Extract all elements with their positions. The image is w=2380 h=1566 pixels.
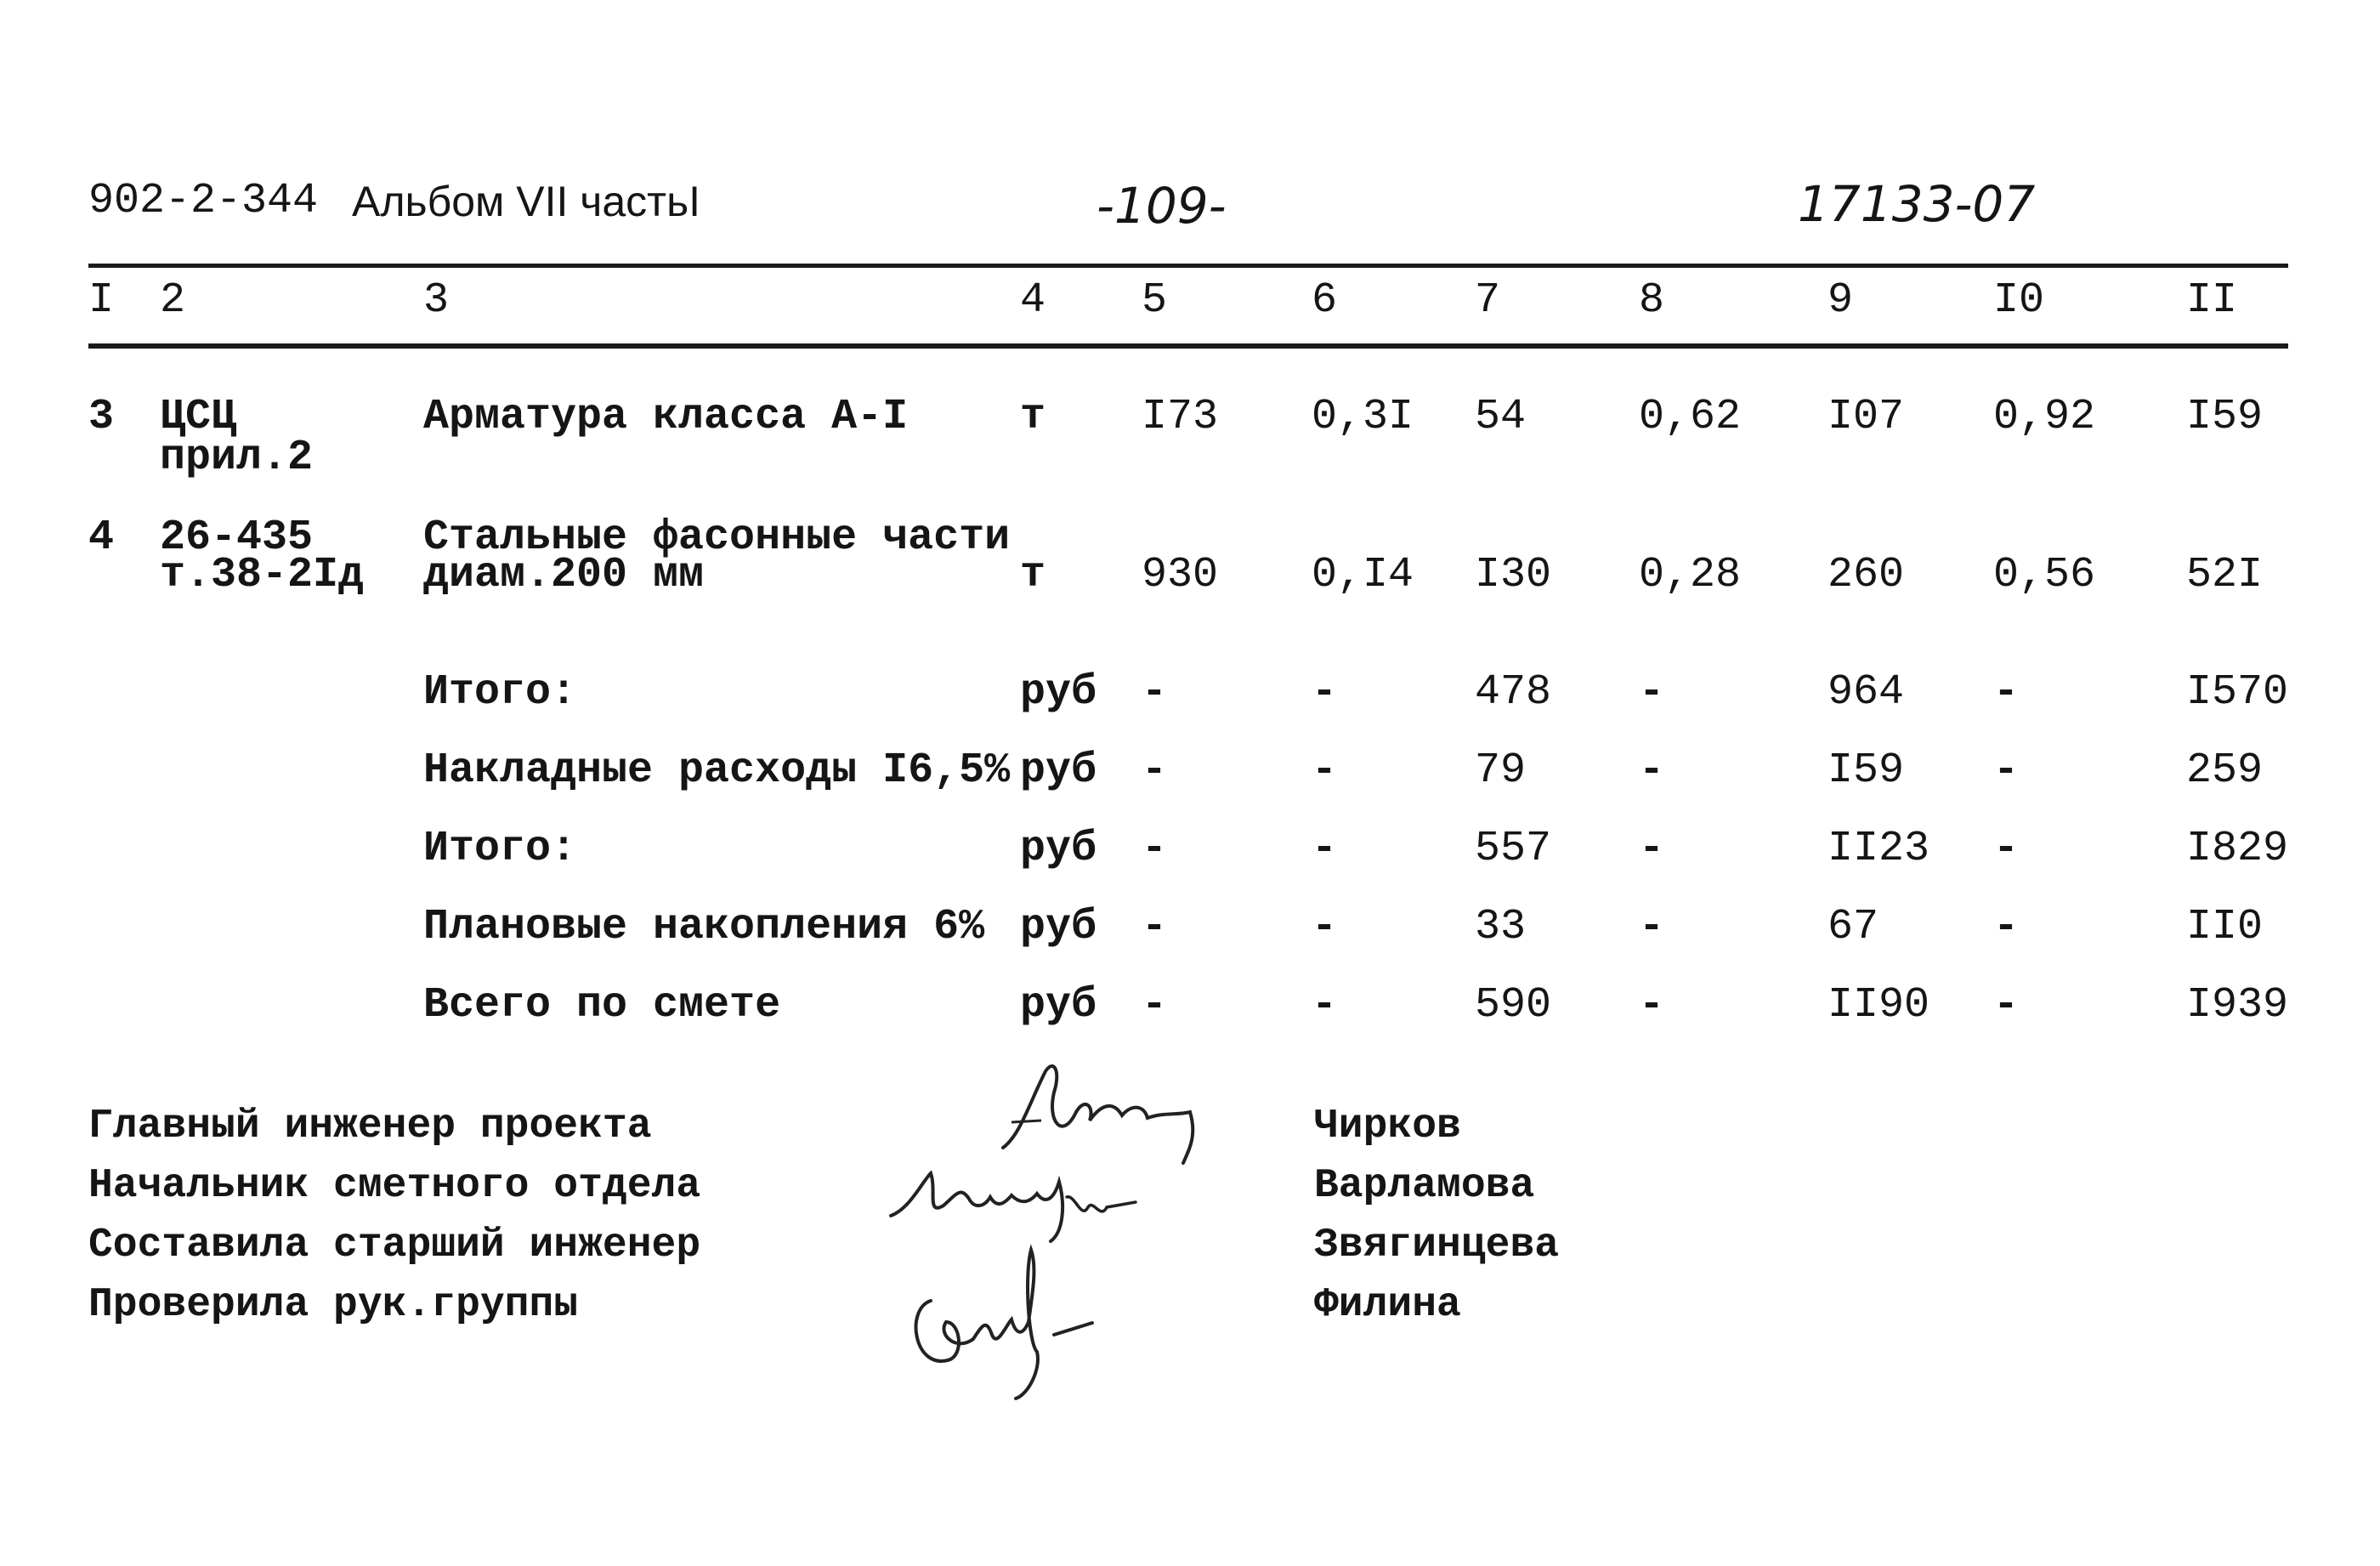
totals-cell-5: - [1142, 981, 1168, 1030]
totals-cell-10: - [1993, 903, 2020, 951]
header-bottom-rule [88, 343, 2288, 349]
col-header-4: 4 [1020, 276, 1046, 325]
top-rule [88, 264, 2288, 268]
row-name-line: Арматура класса А-I [423, 393, 909, 441]
row-cell-6: 0,I4 [1312, 551, 1414, 599]
row-cell-9: 260 [1828, 551, 1905, 599]
signature-role: Главный инженер проекта [88, 1104, 652, 1149]
row-cell-11: 52I [2186, 551, 2264, 599]
row-cell-7: 54 [1475, 393, 1527, 441]
row-cell-7: I30 [1475, 551, 1552, 599]
row-cell-10: 0,56 [1993, 551, 2096, 599]
signature-role: Начальник сметного отдела [88, 1163, 701, 1209]
totals-cell-11: I939 [2186, 981, 2289, 1030]
row-code-line: т.38-2Iд [160, 551, 365, 599]
totals-cell-7: 79 [1475, 746, 1527, 795]
totals-cell-8: - [1639, 903, 1665, 951]
row-cell-10: 0,92 [1993, 393, 2096, 441]
signature-name: Филина [1314, 1282, 1461, 1328]
totals-cell-5: - [1142, 746, 1168, 795]
totals-cell-6: - [1312, 825, 1338, 873]
signature-name: Чирков [1314, 1104, 1461, 1149]
row-unit: т [1020, 551, 1046, 599]
row-cell-11: I59 [2186, 393, 2264, 441]
totals-cell-9: II90 [1828, 981, 1930, 1030]
totals-cell-8: - [1639, 981, 1665, 1030]
totals-cell-8: - [1639, 668, 1665, 717]
album-code: 902-2-344 [88, 177, 319, 225]
totals-label: Накладные расходы I6,5% [423, 746, 1011, 795]
handwritten-signature-1 [994, 1054, 1232, 1165]
totals-label: Итого: [423, 668, 577, 717]
totals-cell-10: - [1993, 668, 2020, 717]
col-header-10: I0 [1993, 276, 2045, 325]
totals-cell-5: - [1142, 668, 1168, 717]
col-header-2: 2 [160, 276, 186, 325]
page-number: -109- [1096, 177, 1227, 235]
totals-cell-7: 33 [1475, 903, 1527, 951]
totals-unit: руб [1020, 981, 1097, 1030]
totals-cell-11: 259 [2186, 746, 2264, 795]
totals-label: Итого: [423, 825, 577, 873]
row-code-line: ЦСЦ [160, 393, 237, 441]
handwritten-signature-2 [884, 1156, 1139, 1250]
totals-cell-9: 964 [1828, 668, 1905, 717]
col-header-6: 6 [1312, 276, 1338, 325]
totals-cell-10: - [1993, 825, 2020, 873]
totals-cell-6: - [1312, 746, 1338, 795]
totals-cell-8: - [1639, 746, 1665, 795]
col-header-8: 8 [1639, 276, 1665, 325]
handwritten-signature-3 [897, 1241, 1118, 1403]
totals-cell-10: - [1993, 981, 2020, 1030]
album-title: Альбом VII частьI [352, 178, 701, 225]
signature-name: Варламова [1314, 1163, 1535, 1209]
totals-cell-5: - [1142, 825, 1168, 873]
row-cell-5: 930 [1142, 551, 1219, 599]
row-cell-8: 0,28 [1639, 551, 1742, 599]
row-cell-5: I73 [1142, 393, 1219, 441]
totals-cell-6: - [1312, 903, 1338, 951]
col-header-7: 7 [1475, 276, 1501, 325]
totals-cell-7: 590 [1475, 981, 1552, 1030]
totals-cell-9: I59 [1828, 746, 1905, 795]
col-header-3: 3 [423, 276, 450, 325]
doc-number: 17133-07 [1798, 175, 2036, 233]
totals-cell-11: I570 [2186, 668, 2289, 717]
totals-cell-7: 557 [1475, 825, 1552, 873]
totals-cell-7: 478 [1475, 668, 1552, 717]
col-header-9: 9 [1828, 276, 1854, 325]
totals-cell-8: - [1639, 825, 1665, 873]
row-cell-8: 0,62 [1639, 393, 1742, 441]
totals-cell-6: - [1312, 668, 1338, 717]
row-code-line: прил.2 [160, 434, 314, 482]
totals-cell-5: - [1142, 903, 1168, 951]
totals-cell-10: - [1993, 746, 2020, 795]
signature-name: Звягинцева [1314, 1223, 1560, 1268]
col-header-1: I [88, 276, 115, 325]
totals-label: Всего по смете [423, 981, 781, 1030]
row-name-line: диам.200 мм [423, 551, 705, 599]
totals-unit: руб [1020, 668, 1097, 717]
row-cell-6: 0,3I [1312, 393, 1414, 441]
totals-cell-11: I829 [2186, 825, 2289, 873]
totals-cell-9: II23 [1828, 825, 1930, 873]
row-number: 3 [88, 393, 115, 441]
col-header-11: II [2186, 276, 2238, 325]
row-cell-9: I07 [1828, 393, 1905, 441]
signature-role: Составила старший инженер [88, 1223, 701, 1268]
signature-role: Проверила рук.группы [88, 1282, 579, 1328]
totals-unit: руб [1020, 746, 1097, 795]
totals-unit: руб [1020, 825, 1097, 873]
totals-label: Плановые накопления 6% [423, 903, 985, 951]
col-header-5: 5 [1142, 276, 1168, 325]
totals-unit: руб [1020, 903, 1097, 951]
totals-cell-9: 67 [1828, 903, 1879, 951]
row-name-line: Стальные фасонные части [423, 513, 1011, 562]
row-number: 4 [88, 513, 115, 562]
totals-cell-11: II0 [2186, 903, 2264, 951]
totals-cell-6: - [1312, 981, 1338, 1030]
row-code-line: 26-435 [160, 513, 314, 562]
row-unit: т [1020, 393, 1046, 441]
